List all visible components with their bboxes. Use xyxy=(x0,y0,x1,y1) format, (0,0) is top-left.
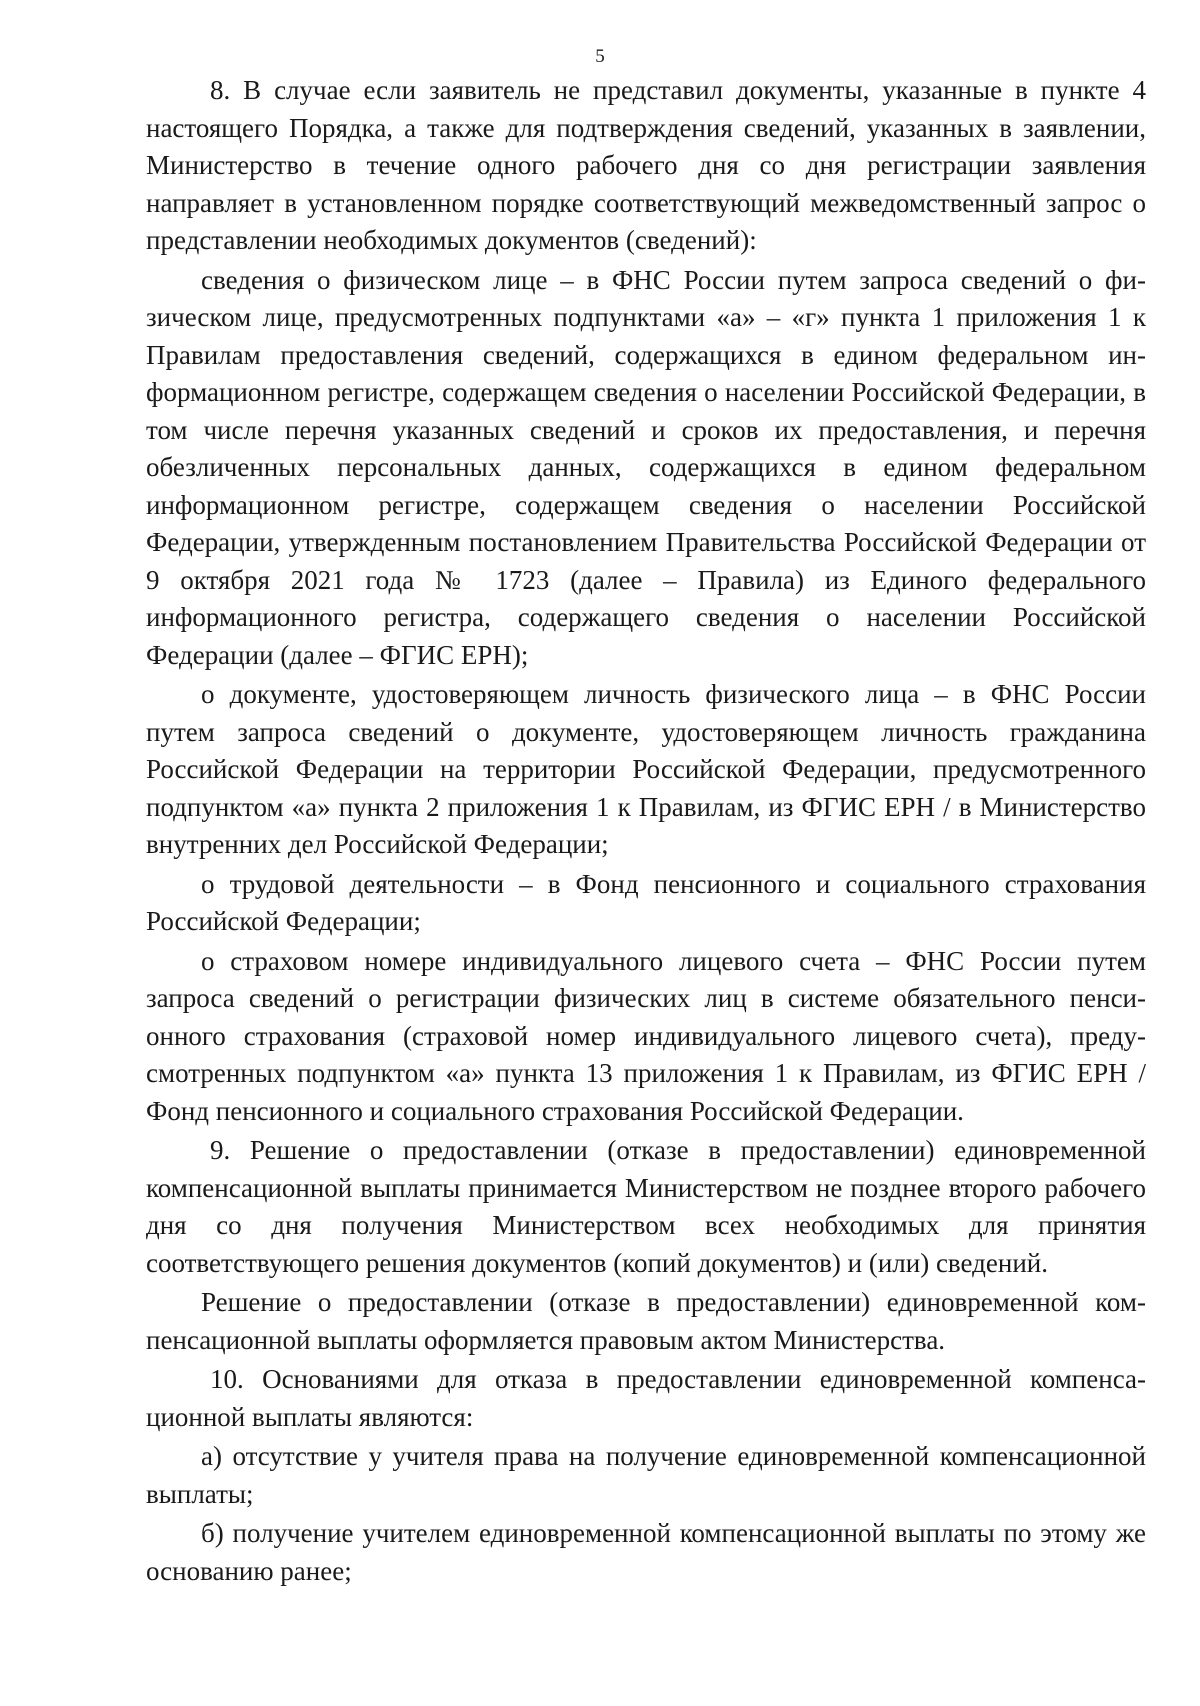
paragraph-8-item-labor-activity: о трудовой деятельности – в Фонд пенсионного и социального страхования Российской Федерации; xyxy=(146,868,1146,936)
paragraph-10-item-b: б) получение учителем единовременной компенсационной выплаты по этому же основанию ранее; xyxy=(146,1518,1146,1586)
paragraph-8-item-identity-document: о документе, удостоверяющем личность физического лица – в ФНС России путем запроса сведений о документе, удостоверяющем личность гражданина Российской Федерации на территории Российской Федерации, предусмотренного подпунктом «а» пункта 2 приложения 1 к Правилам, из ФГИС ЕРН / в Министерство внутренних дел Российской Федерации; xyxy=(146,679,1146,859)
paragraph-10: 10. Основаниями для отказа в предоставлении единовременной компенсационной выплаты являются: xyxy=(146,1364,1146,1432)
page-number: 5 xyxy=(595,46,605,67)
paragraph-9-decision-form: Решение о предоставлении (отказе в предоставлении) единовременной компенсационной выплаты оформляется правовым актом Министерства. xyxy=(146,1287,1146,1355)
document-body xyxy=(146,72,1146,1592)
paragraph-8-item-snils: о страховом номере индивидуального лицевого счета – ФНС России путем запроса сведений о регистрации физических лиц в системе обязательного пенсионного страхования (страховой номер индивидуального лицевого счета), предусмотренных подпунктом «а» пункта 13 приложения 1 к Правилам, из ФГИС ЕРН / Фонд пенсионного и социального страхования Российской Федерации. xyxy=(146,945,1146,1126)
paragraph-8: 8. В случае если заявитель не представил документы, указанные в пункте 4 настоящего Порядка, а также для подтверждения сведений, указанных в заявлении, Министерство в течение одного рабочего дня со дня регистрации заявления направляет в установленном порядке соответствующий межведомственный запрос о представлении необходимых документов (сведений): xyxy=(146,75,1146,255)
paragraph-9: 9. Решение о предоставлении (отказе в предоставлении) единовременной компенсационной выплаты принимается Министерством не позднее второго рабочего дня со дня получения Министерством всех необходимых для принятия соответствующего решения документов (копий документов) и (или) сведений. xyxy=(146,1135,1146,1278)
paragraph-8-item-individual-info: сведения о физическом лице – в ФНС России путем запроса сведений о физическом лице, предусмотренных подпунктами «а» – «г» пункта 1 приложения 1 к Правилам предоставления сведений, содержащихся в едином федеральном информационном регистре, содержащем сведения о населении Российской Федерации, в том числе перечня указанных сведений и сроков их предоставления, и перечня обезличенных персональных данных, содержащихся в едином федеральном информационном регистре, содержащем сведения о населении Российской Федерации, утвержденным постановлением Правительства Российской Федерации от 9 октября 2021 года № 1723 (далее – Правила) из Единого федерального информационного регистра, содержащего сведения о населении Российской Федерации (далее – ФГИС ЕРН); xyxy=(146,264,1146,670)
paragraph-10-item-a: а) отсутствие у учителя права на получение единовременной компенсационной выплаты; xyxy=(146,1441,1146,1509)
